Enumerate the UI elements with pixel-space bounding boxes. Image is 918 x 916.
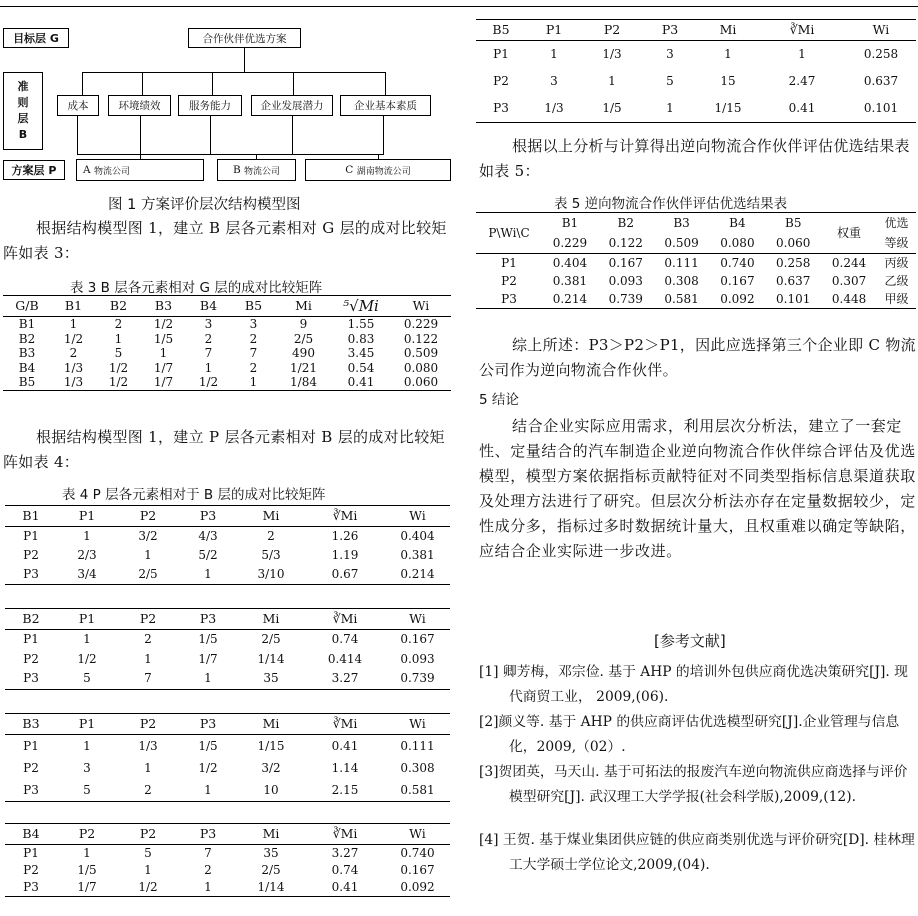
table-cell: 0.581 (654, 290, 710, 309)
table-cell: 1 (550, 47, 558, 61)
table-cell: 0.307 (831, 274, 867, 288)
table-cell: 5 (114, 346, 123, 361)
table4-caption: 表 4 P 层各元素相对于 B 层的成对比较矩阵 (62, 487, 326, 503)
table-cell: 3 (550, 74, 558, 88)
header-cell: ∛Mi (305, 506, 385, 527)
table-cell: 1 (231, 375, 276, 390)
table-cell: 1 (83, 529, 91, 543)
table-cell: P1 (493, 47, 509, 61)
table-cell: 1/3 (138, 739, 158, 753)
plan-node-b: B 物流公司 (217, 159, 296, 181)
plan-node-a: A 物流公司 (76, 159, 204, 181)
paragraph-4: 综上所述：P3＞P2＞P1，因此应选择第三个企业即 C 物流公司作为逆向物流合作伙伴。 (479, 336, 916, 379)
table-cell: 5/2 (198, 548, 218, 562)
table3-caption: 表 3 B 层各元素相对 G 层的成对比较矩阵 (70, 280, 323, 296)
header-cell: P1 (57, 714, 117, 735)
table-cell: 0.244 (831, 256, 867, 270)
table-cell: 0.258 (776, 256, 811, 270)
plan-layer-label: 方案层 P (3, 160, 65, 180)
table-cell: 5 (57, 779, 117, 802)
table-4-b3 (5, 713, 450, 802)
table-cell: 3/10 (237, 565, 305, 585)
table-cell: 2/5 (293, 331, 314, 346)
table-cell: 0.122 (403, 331, 439, 346)
table-cell: 0.54 (347, 360, 375, 375)
table-cell: 3 (83, 761, 91, 775)
table-cell: P1 (23, 529, 39, 543)
table-cell: 0.308 (400, 761, 435, 775)
table-cell: 2 (204, 331, 213, 346)
table-cell: 0.092 (709, 290, 765, 309)
table-cell: 1/21 (290, 360, 317, 375)
table-cell: 1/15 (698, 95, 758, 123)
table-row (5, 527, 450, 547)
header-cell: Wi (385, 824, 450, 845)
table-cell: 0.214 (542, 290, 598, 309)
header-cell: P3 (179, 824, 237, 845)
table-cell: 3.27 (305, 669, 385, 689)
header-cell: Wi (846, 20, 916, 41)
table-3 (3, 295, 451, 391)
table-row (5, 862, 450, 879)
table-cell: 1 (144, 761, 152, 775)
criterion-header: B1 (542, 213, 598, 234)
table-cell: 3 (204, 317, 213, 331)
table-cell: P2 (501, 274, 517, 288)
table-cell: 0.41 (758, 95, 846, 123)
header-cell: P2 (582, 20, 642, 41)
header-cell: B5 (476, 20, 526, 41)
table-row (5, 879, 450, 897)
table-cell: P3 (5, 779, 57, 802)
header-cell: B3 (141, 296, 186, 317)
table-cell: 1 (642, 95, 698, 123)
table-cell: 3.27 (331, 846, 359, 860)
table-4-b2 (5, 608, 450, 690)
header-cell: ⁵√Mi (331, 296, 391, 317)
table-cell: 7 (204, 846, 212, 860)
weight-cell: 0.509 (654, 233, 710, 254)
table-cell: 0.167 (400, 863, 435, 877)
weight-cell: 0.060 (765, 233, 821, 254)
table-cell: 0.74 (331, 632, 359, 646)
table-cell: 2 (249, 331, 258, 346)
table-cell: 7 (117, 669, 179, 689)
table-cell: 1/2 (186, 375, 231, 390)
table-cell: 0.739 (385, 669, 450, 689)
table-cell: 3 (249, 317, 258, 331)
header-cell: ∛Mi (758, 20, 846, 41)
header-cell: B2 (5, 609, 57, 630)
table-cell: 490 (292, 346, 315, 361)
table-cell: P2 (493, 74, 509, 88)
table-cell: 2/5 (261, 632, 281, 646)
table-row (5, 735, 450, 758)
section-5-heading: 5 结论 (479, 392, 519, 408)
criteria-layer-label: 准 则 层 B (3, 72, 43, 150)
header-cell: P2 (117, 824, 179, 845)
table-row (476, 68, 916, 95)
table-cell: 0.308 (664, 274, 699, 288)
table-cell: 0.448 (821, 290, 877, 309)
table-cell: P3 (5, 565, 57, 585)
criterion-service: 服务能力 (178, 95, 242, 116)
table-cell: 5 (57, 669, 117, 689)
table-cell: 2/5 (117, 565, 179, 585)
header-cell: G/B (3, 296, 51, 317)
table-row (5, 669, 450, 689)
table-cell: 1/2 (153, 317, 174, 331)
header-cell: Wi (385, 609, 450, 630)
table-cell: 0.740 (400, 846, 435, 860)
table5-caption: 表 5 逆向物流合作伙伴评估优选结果表 (554, 196, 788, 212)
table-cell: 3/4 (57, 565, 117, 585)
table-cell: P2 (23, 863, 39, 877)
table-row (476, 272, 916, 290)
table-cell: 2 (117, 779, 179, 802)
table-row (3, 375, 451, 390)
table-row (476, 41, 916, 69)
header-cell: P2 (57, 824, 117, 845)
header-cell: Mi (237, 714, 305, 735)
table-cell: 2.15 (305, 779, 385, 802)
table-cell: 2.47 (788, 74, 816, 88)
table-cell: B4 (18, 360, 36, 375)
table-cell: 1/84 (276, 375, 331, 390)
table-cell: 1.19 (331, 548, 359, 562)
criterion-quality: 企业基本素质 (340, 95, 431, 116)
table-cell: 0.67 (305, 565, 385, 585)
table-cell: 0.229 (403, 317, 439, 331)
header-cell: P1 (57, 506, 117, 527)
table-cell: 10 (237, 779, 305, 802)
paragraph-3: 根据以上分析与计算得出逆向物流合作伙伴评估优选结果表如表 5： (479, 137, 910, 180)
table-cell: 1/7 (153, 360, 174, 375)
table-cell: 1.26 (331, 529, 359, 543)
table-row (5, 757, 450, 779)
table-cell: 0.509 (403, 346, 439, 361)
table-row (3, 332, 451, 347)
table-cell: 1/2 (117, 879, 179, 897)
table-cell: P2 (23, 548, 39, 562)
table-cell: 1 (798, 47, 806, 61)
table-cell: 9 (299, 317, 308, 331)
table-cell: 1 (144, 651, 152, 666)
reference-item: [3]贺团英，马天山. 基于可拓法的报废汽车逆向物流供应商选择与评价模型研究[J]. 武汉理工大学学报(社会科学版),2009,(12). (479, 764, 908, 805)
table-cell: 1 (69, 317, 78, 331)
table-4-b1 (5, 505, 450, 585)
table-cell: 1 (83, 739, 91, 753)
header-cell: Mi (237, 824, 305, 845)
header-cell: ∛Mi (305, 824, 385, 845)
criterion-growth: 企业发展潜力 (251, 95, 333, 116)
reference-item: [4] 王贺. 基于煤业集团供应链的供应商类别优选与评价研究[D]. 桂林理工大学硕士学位论文,2009,(04). (479, 832, 915, 873)
goal-node: 合作伙伴优选方案 (188, 28, 301, 48)
table-cell: B3 (18, 346, 36, 361)
table-cell: P2 (23, 651, 39, 666)
header-cell: B4 (5, 824, 57, 845)
table-cell: 0.214 (385, 565, 450, 585)
table-cell: 1/7 (198, 651, 218, 666)
criterion-cost: 成本 (57, 95, 99, 116)
table-cell: 1 (724, 47, 732, 61)
criterion-header: B5 (765, 213, 821, 234)
header-cell: B1 (5, 506, 57, 527)
table-cell: 0.404 (552, 256, 588, 270)
table-row (5, 779, 450, 802)
table-row (5, 565, 450, 585)
table-cell: 1 (179, 879, 237, 897)
table-cell: 1 (179, 669, 237, 689)
table-cell: 0.41 (305, 879, 385, 897)
table-row (3, 317, 451, 332)
header-cell: ∛Mi (305, 714, 385, 735)
table-cell: 1 (608, 74, 616, 88)
table-cell: 0.404 (400, 529, 435, 543)
table-cell: 1 (179, 779, 237, 802)
table-cell: 1 (159, 346, 168, 361)
header-cell: B1 (51, 296, 96, 317)
header-cell: Wi (385, 506, 450, 527)
criterion-header: B4 (709, 213, 765, 234)
table-cell: 5/3 (261, 548, 281, 562)
references-title: [参考文献] (654, 632, 726, 650)
criterion-header: B3 (654, 213, 710, 234)
table-cell: 1/14 (237, 879, 305, 897)
header-cell: P3 (179, 714, 237, 735)
header-cell: Mi (276, 296, 331, 317)
table-row (5, 845, 450, 863)
table-cell: 0.111 (400, 739, 435, 753)
table-cell: P1 (23, 632, 39, 646)
table-cell: 0.414 (327, 651, 363, 666)
table-cell: P3 (476, 95, 526, 123)
table-row (3, 346, 451, 361)
header-cell: B3 (5, 714, 57, 735)
weight-cell: 0.080 (709, 233, 765, 254)
table-row (5, 650, 450, 670)
table-cell: 1 (83, 632, 91, 646)
table-cell: 2 (267, 529, 275, 543)
paragraph-2: 根据结构模型图 1，建立 P 层各元素相对 B 层的成对比较矩阵如表 4： (3, 428, 445, 471)
table-cell: 0.83 (347, 331, 375, 346)
table-cell: 1/2 (96, 375, 141, 390)
table-cell: 1.55 (347, 317, 375, 331)
table-cell: 0.381 (552, 274, 588, 288)
table-cell: 1/15 (257, 739, 285, 753)
header-cell: B2 (96, 296, 141, 317)
table-cell: 1/3 (63, 360, 84, 375)
header-cell: Wi (385, 714, 450, 735)
table-cell: 7 (249, 346, 258, 361)
table-row (5, 546, 450, 565)
table-cell: 0.167 (608, 256, 643, 270)
header-cell: P3 (642, 20, 698, 41)
corner-cell: P\Wi\C (476, 213, 542, 254)
table-cell: 0.381 (400, 548, 435, 562)
table-cell: 0.74 (331, 863, 359, 877)
table-cell: 1/14 (257, 651, 285, 666)
table-cell: 3/2 (261, 761, 281, 775)
table-cell: 0.101 (846, 95, 916, 123)
table-cell: P3 (5, 669, 57, 689)
table-cell: P3 (476, 290, 542, 309)
table-cell: 1/5 (77, 863, 97, 877)
table-cell: 1 (179, 565, 237, 585)
table-cell: 5 (666, 74, 674, 88)
table-cell: 0.080 (403, 360, 439, 375)
table-row (476, 290, 916, 309)
table-5 (476, 212, 916, 309)
header-cell: Mi (237, 506, 305, 527)
header-cell: P2 (117, 506, 179, 527)
table-cell: 1.14 (331, 761, 359, 775)
table-row (3, 361, 451, 376)
table-cell: 0.581 (385, 779, 450, 802)
goal-layer-label: 目标层 G (3, 28, 69, 48)
weight-cell: 0.122 (598, 233, 654, 254)
plan-node-c: C 湖南物流公司 (305, 159, 451, 181)
table-cell: 乙级 (884, 274, 909, 288)
table-cell: 0.740 (720, 256, 755, 270)
table-cell: 0.41 (331, 739, 359, 753)
table-cell: 0.092 (385, 879, 450, 897)
table-cell: B2 (18, 331, 36, 346)
paragraph-5: 结合企业实际应用需求，利用层次分析法，建立了一套定性、定量结合的汽车制造企业逆向物流合作伙伴综合评估及优选模型，模型方案依据指标贡献特征对不同类型指标信息渠道获取及处理方法进行了研究。但层次分析法亦存在定量数据较少，定性成分多，指标过多时数据统计量大，且权重难以确定等缺陷，应结合企业实际进一步改进。 (479, 417, 916, 560)
reference-item: [2]颜义等. 基于 AHP 的供应商评估优选模型研究[J].企业管理与信息化，2009,（02）. (479, 714, 900, 755)
header-cell: P3 (179, 506, 237, 527)
table-cell: P3 (5, 879, 57, 897)
table-cell: 0.060 (391, 375, 451, 390)
header-cell: B5 (231, 296, 276, 317)
table-cell: 1/2 (63, 331, 84, 346)
table-cell: 4/3 (198, 529, 218, 543)
table-cell: 1/7 (57, 879, 117, 897)
table-cell: 1/2 (77, 651, 97, 666)
table-4-b5 (476, 19, 916, 123)
table-4-b4 (5, 823, 450, 897)
weight-cell: 0.229 (542, 233, 598, 254)
table-cell: 1/3 (51, 375, 96, 390)
table-cell: P1 (23, 846, 39, 860)
weight-header: 权重 (821, 213, 877, 254)
header-cell: P1 (57, 609, 117, 630)
table-row (476, 254, 916, 273)
header-cell: Wi (391, 296, 451, 317)
reference-item: [1] 卿芳梅，邓宗俭. 基于 AHP 的培训外包供应商优选决策研究[J]. 现代商贸工业， 2009,(06). (479, 664, 908, 705)
table-cell: 35 (237, 669, 305, 689)
table-row (5, 630, 450, 650)
table-cell: 甲级 (877, 290, 916, 309)
header-cell: P2 (117, 714, 179, 735)
paragraph-1: 根据结构模型图 1，建立 B 层各元素相对 G 层的成对比较矩阵如表 3： (3, 219, 447, 262)
table-cell: 1/3 (602, 47, 622, 61)
table-cell: 0.093 (400, 651, 435, 666)
table-cell: 1 (144, 548, 152, 562)
table-cell: 1 (204, 360, 213, 375)
table-cell: 1 (144, 863, 152, 877)
table-cell: 1/5 (582, 95, 642, 123)
table-cell: 15 (720, 74, 736, 88)
table-cell: 2 (249, 360, 258, 375)
table-cell: 1/2 (108, 360, 129, 375)
criterion-header: B2 (598, 213, 654, 234)
table-cell: 0.167 (720, 274, 755, 288)
table-cell: 3.45 (347, 346, 375, 361)
table-cell: 35 (263, 846, 279, 860)
table-cell: 0.093 (608, 274, 643, 288)
criterion-env: 环境绩效 (108, 95, 171, 116)
table-cell: 5 (144, 846, 152, 860)
table-cell: 1/3 (526, 95, 582, 123)
header-cell: Mi (698, 20, 758, 41)
table-row (476, 95, 916, 123)
table-cell: B1 (18, 317, 36, 331)
header-cell: P2 (117, 609, 179, 630)
header-cell: Mi (237, 609, 305, 630)
table-cell: 2 (69, 346, 78, 361)
figure-caption: 图 1 方案评价层次结构模型图 (108, 197, 301, 213)
table-cell: 0.637 (776, 274, 811, 288)
table-cell: B5 (3, 375, 51, 390)
table-cell: 1 (83, 846, 91, 860)
table-cell: 1/5 (198, 632, 218, 646)
header-cell: P3 (179, 609, 237, 630)
table-cell: 0.739 (598, 290, 654, 309)
table-cell: 0.101 (765, 290, 821, 309)
table-cell: 0.41 (331, 375, 391, 390)
header-cell: B4 (186, 296, 231, 317)
table-cell: 1/2 (198, 761, 218, 775)
table-cell: 丙级 (884, 256, 909, 270)
table-cell: 0.258 (863, 47, 899, 61)
top-rule (0, 6, 918, 7)
table-cell: 2 (114, 317, 123, 331)
table-cell: 2 (204, 863, 212, 877)
table-cell: 1/7 (141, 375, 186, 390)
table-cell: 0.167 (400, 632, 435, 646)
table-cell: P2 (23, 761, 39, 775)
header-cell: ∛Mi (305, 609, 385, 630)
header-cell: P1 (526, 20, 582, 41)
table-cell: 2 (144, 632, 152, 646)
table-cell: P1 (23, 739, 39, 753)
table-cell: 2/3 (77, 548, 97, 562)
table-cell: 0.111 (664, 256, 699, 270)
table-cell: 0.637 (863, 74, 899, 88)
table-cell: 2/5 (261, 863, 281, 877)
grade-header: 优选 等级 (877, 213, 916, 254)
table-cell: 3/2 (138, 529, 158, 543)
table-cell: P1 (501, 256, 517, 270)
table-cell: 7 (204, 346, 213, 361)
table-cell: 1/5 (198, 739, 218, 753)
table-cell: 3 (666, 47, 674, 61)
table-cell: 1/5 (153, 331, 174, 346)
table-cell: 1 (114, 331, 123, 346)
